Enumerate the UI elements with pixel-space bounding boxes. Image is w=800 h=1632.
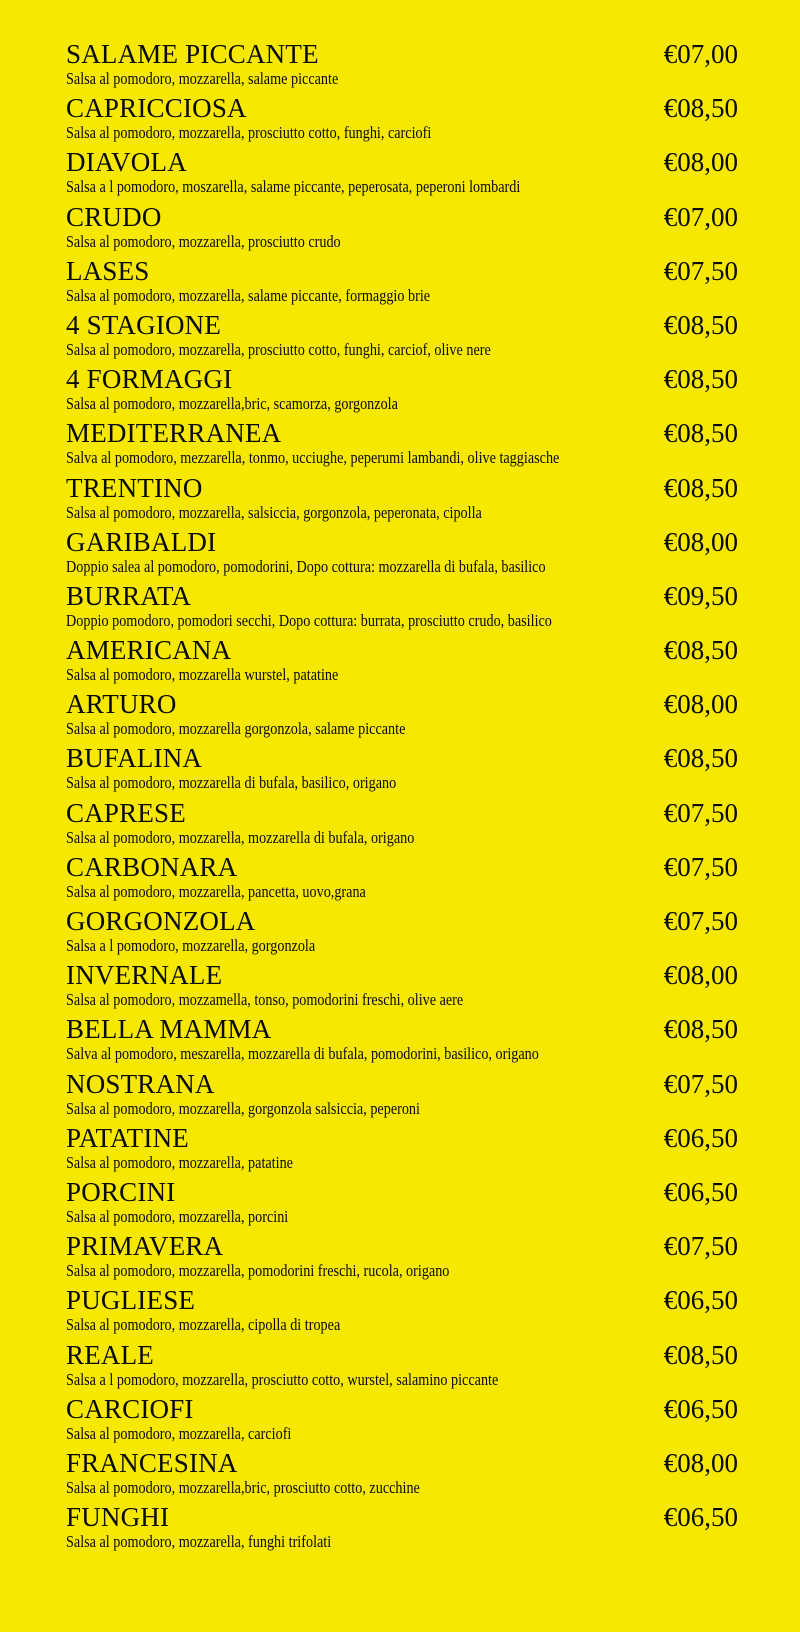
menu-item-price: €09,50 [663,580,738,611]
menu-item-description: Salsa al pomodoro, mozzarella, pancetta, uovo,grana [66,881,366,901]
menu-item-price: €06,50 [663,1502,738,1533]
menu-item-price: €06,50 [663,1393,738,1424]
menu-item-description: Salsa al pomodoro, mozzarella, carciofi [66,1423,292,1443]
menu-item-price: €06,50 [663,1285,738,1316]
pizza-menu [66,38,738,1555]
menu-item-price: €07,50 [663,906,738,936]
menu-item-name: NOSTRANA [66,1068,215,1099]
menu-item-name: PATATINE [66,1122,189,1153]
menu-item [66,526,738,580]
menu-item-price: €08,50 [663,364,738,395]
menu-item-description: Salsa al pomodoro, mozzarella wurstel, patatine [66,665,339,685]
menu-item-description: Salsa al pomodoro, mozzamella, tonso, pomodorini freschi, olive aere [66,990,464,1010]
menu-item [66,417,738,471]
menu-item-description: Salsa al pomodoro, mozzarella di bufala, basilico, origano [66,773,397,793]
menu-item [66,688,738,742]
menu-item-name: PORCINI [66,1176,176,1207]
menu-item-price: €07,50 [663,1231,738,1262]
menu-item-description: Salsa al pomodoro, mozzarella, salame piccante, formaggio brie [66,285,431,305]
menu-item [66,1230,738,1284]
menu-item-price: €08,50 [663,472,738,503]
menu-item-name: ARTURO [66,689,177,720]
menu-item [66,1284,738,1338]
menu-item-name: GARIBALDI [66,526,217,557]
menu-item [66,1176,738,1230]
menu-item-price: €08,00 [663,689,738,720]
menu-item-name: FUNGHI [66,1502,170,1533]
menu-item-price: €08,50 [663,93,738,124]
menu-item-name: CARCIOFI [66,1393,194,1424]
menu-item-description: Salsa al pomodoro, mozzarella, funghi trifolati [66,1532,332,1552]
menu-item-description: Salsa a l pomodoro, moszarella, salame piccante, peperosata, peperoni lombardi [66,177,521,197]
menu-item-price: €08,50 [663,743,738,774]
menu-item [66,146,738,200]
menu-item-name: SALAME PICCANTE [66,39,319,69]
menu-item-name: CAPRICCIOSA [66,93,247,124]
menu-item-price: €08,50 [663,418,738,449]
menu-item-name: TRENTINO [66,472,203,503]
menu-item [66,1013,738,1067]
menu-item-description: Salsa al pomodoro, mozzarella, gorgonzola salsiccia, peperoni [66,1098,420,1118]
menu-item-description: Salsa a l pomodoro, mozzarella, gorgonzola [66,936,316,955]
menu-item-description: Salsa al pomodoro, mozzarella,bric, prosciutto cotto, zucchine [66,1477,420,1497]
menu-item [66,742,738,796]
menu-item-description: Salva al pomodoro, mezzarella, tonmo, ucciughe, peperumi lambandi, olive taggiasche [66,448,560,468]
menu-item-name: CAPRESE [66,797,186,828]
menu-item [66,1122,738,1176]
menu-item-description: Salsa al pomodoro, mozzarella, salame piccante [66,69,339,88]
menu-item [66,309,738,363]
menu-item-description: Salsa al pomodoro, mozzarella, salsiccia, gorgonzola, peperonata, cipolla [66,502,482,522]
menu-item-name: BUFALINA [66,743,203,774]
menu-item-description: Salva al pomodoro, meszarella, mozzarella di bufala, pomodorini, basilico, origano [66,1044,539,1064]
menu-item [66,1393,738,1447]
menu-item [66,472,738,526]
menu-item-price: €08,00 [663,1447,738,1478]
menu-item-price: €07,00 [663,39,738,69]
menu-item [66,1447,738,1501]
menu-item-description: Doppio salea al pomodoro, pomodorini, Dopo cottura: mozzarella di bufala, basilico [66,556,546,576]
menu-item-price: €07,50 [663,255,738,286]
menu-item [66,1339,738,1393]
menu-item-name: INVERNALE [66,960,223,991]
menu-item-name: BELLA MAMMA [66,1014,272,1045]
menu-item-description: Salsa al pomodoro, mozzarella, porcini [66,1206,289,1226]
menu-item-description: Salsa al pomodoro, mozzarella, mozzarella di bufala, origano [66,827,415,847]
menu-item-description: Salsa al pomodoro, mozzarella, prosciutto crudo [66,231,341,251]
menu-item-name: MEDITERRANEA [66,418,282,449]
menu-item-price: €08,50 [663,309,738,340]
menu-item-description: Salsa al pomodoro, mozzarella, pomodorini freschi, rucola, origano [66,1261,450,1281]
menu-item-name: DIAVOLA [66,147,187,178]
menu-item [66,255,738,309]
menu-item [66,905,738,959]
menu-item-price: €08,00 [663,147,738,178]
menu-item-price: €07,50 [663,797,738,828]
menu-item-price: €06,50 [663,1176,738,1207]
menu-item-price: €07,50 [663,1068,738,1099]
menu-item-name: AMERICANA [66,635,232,666]
menu-item [66,363,738,417]
menu-item-description: Salsa a l pomodoro, mozzarella, prosciutto cotto, wurstel, salamino piccante [66,1369,499,1389]
menu-item-name: PRIMAVERA [66,1231,224,1262]
menu-item-price: €06,50 [663,1122,738,1153]
menu-item-price: €08,50 [663,635,738,666]
menu-item-name: CRUDO [66,201,162,232]
menu-item-name: LASES [66,255,150,286]
menu-item-price: €08,50 [663,1339,738,1370]
menu-item [66,797,738,851]
menu-item-name: 4 STAGIONE [66,309,222,340]
menu-item-description: Doppio pomodoro, pomodori secchi, Dopo cottura: burrata, prosciutto crudo, basilico [66,610,552,630]
menu-item-price: €08,00 [663,526,738,557]
menu-item-name: BURRATA [66,580,192,611]
menu-item-description: Salsa al pomodoro, mozzarella, patatine [66,1152,293,1172]
menu-item-name: FRANCESINA [66,1447,238,1478]
menu-item [66,851,738,905]
menu-item [66,38,738,92]
menu-item-description: Salsa al pomodoro, mozzarella, cipolla di tropea [66,1315,341,1335]
menu-item-name: CARBONARA [66,851,238,882]
menu-item [66,634,738,688]
menu-item [66,1501,738,1555]
menu-item-description: Salsa al pomodoro, mozzarella,bric, scamorza, gorgonzola [66,394,398,414]
menu-item-name: PUGLIESE [66,1285,196,1316]
menu-item-price: €07,00 [663,201,738,232]
menu-item-name: GORGONZOLA [66,906,256,936]
menu-item-name: REALE [66,1339,154,1370]
menu-item-price: €08,50 [663,1014,738,1045]
menu-item [66,959,738,1013]
menu-item-description: Salsa al pomodoro, mozzarella, prosciutto cotto, funghi, carciofi [66,123,432,143]
menu-item-price: €08,00 [663,960,738,991]
menu-item [66,580,738,634]
menu-item [66,92,738,146]
menu-item-name: 4 FORMAGGI [66,364,233,395]
menu-item-description: Salsa al pomodoro, mozzarella gorgonzola, salame piccante [66,719,406,739]
menu-item-description: Salsa al pomodoro, mozzarella, prosciutto cotto, funghi, carciof, olive nere [66,339,491,359]
menu-item [66,201,738,255]
menu-item [66,1068,738,1122]
menu-item-price: €07,50 [663,851,738,882]
